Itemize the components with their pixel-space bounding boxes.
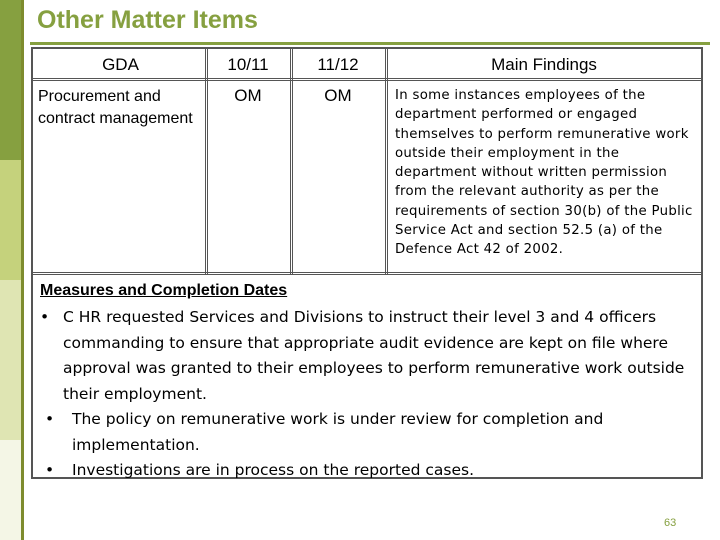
slide-title: Other Matter Items (37, 6, 258, 34)
bullet-icon: • (45, 461, 55, 479)
table-bottom-divider (31, 272, 703, 275)
cell-main-finding: In some instances employees of the department performed or engaged themselves to perform remunerative work outside their employment in the department without written permission from the relevant authority as per the requirements of section 30(b) of the Public Service Act and section 52.5 (a) of the Defence Act 42 of 2002. (395, 88, 693, 258)
slide-sidebar (0, 0, 21, 540)
header-gda: GDA (102, 55, 139, 74)
header-1112: 11/12 (317, 55, 359, 74)
column-divider (205, 47, 208, 275)
list-item (40, 305, 700, 407)
header-1011: 10/11 (227, 55, 269, 74)
sidebar-divider (21, 0, 24, 540)
sidebar-band (0, 160, 21, 280)
column-divider (290, 47, 293, 275)
list-item-text: The policy on remunerative work is under review for completion and implementation. (72, 410, 604, 454)
page-number: 63 (664, 517, 677, 529)
list-item-text: Investigations are in process on the reported cases. (72, 461, 475, 479)
sidebar-band (0, 0, 21, 160)
list-item (40, 407, 700, 458)
cell-1011: OM (234, 86, 262, 105)
title-rule (30, 42, 710, 45)
sidebar-band (0, 440, 21, 540)
header-divider (31, 78, 703, 81)
column-divider (385, 47, 388, 275)
cell-1112: OM (324, 86, 352, 105)
list-item (40, 458, 700, 484)
list-item-text: C HR requested Services and Divisions to instruct their level 3 and 4 officers commanding to ensure that appropriate audit evidence are kept on file where approval was granted to their employees to perform remunerative work outside their employment. (63, 308, 685, 403)
header-main-findings: Main Findings (491, 55, 597, 74)
sidebar-band (0, 280, 21, 440)
measures-list (40, 305, 700, 484)
bullet-icon: • (40, 308, 50, 326)
cell-gda: Procurement and contract management (38, 88, 193, 127)
measures-title: Measures and Completion Dates (40, 282, 288, 299)
bullet-icon: • (45, 410, 55, 428)
